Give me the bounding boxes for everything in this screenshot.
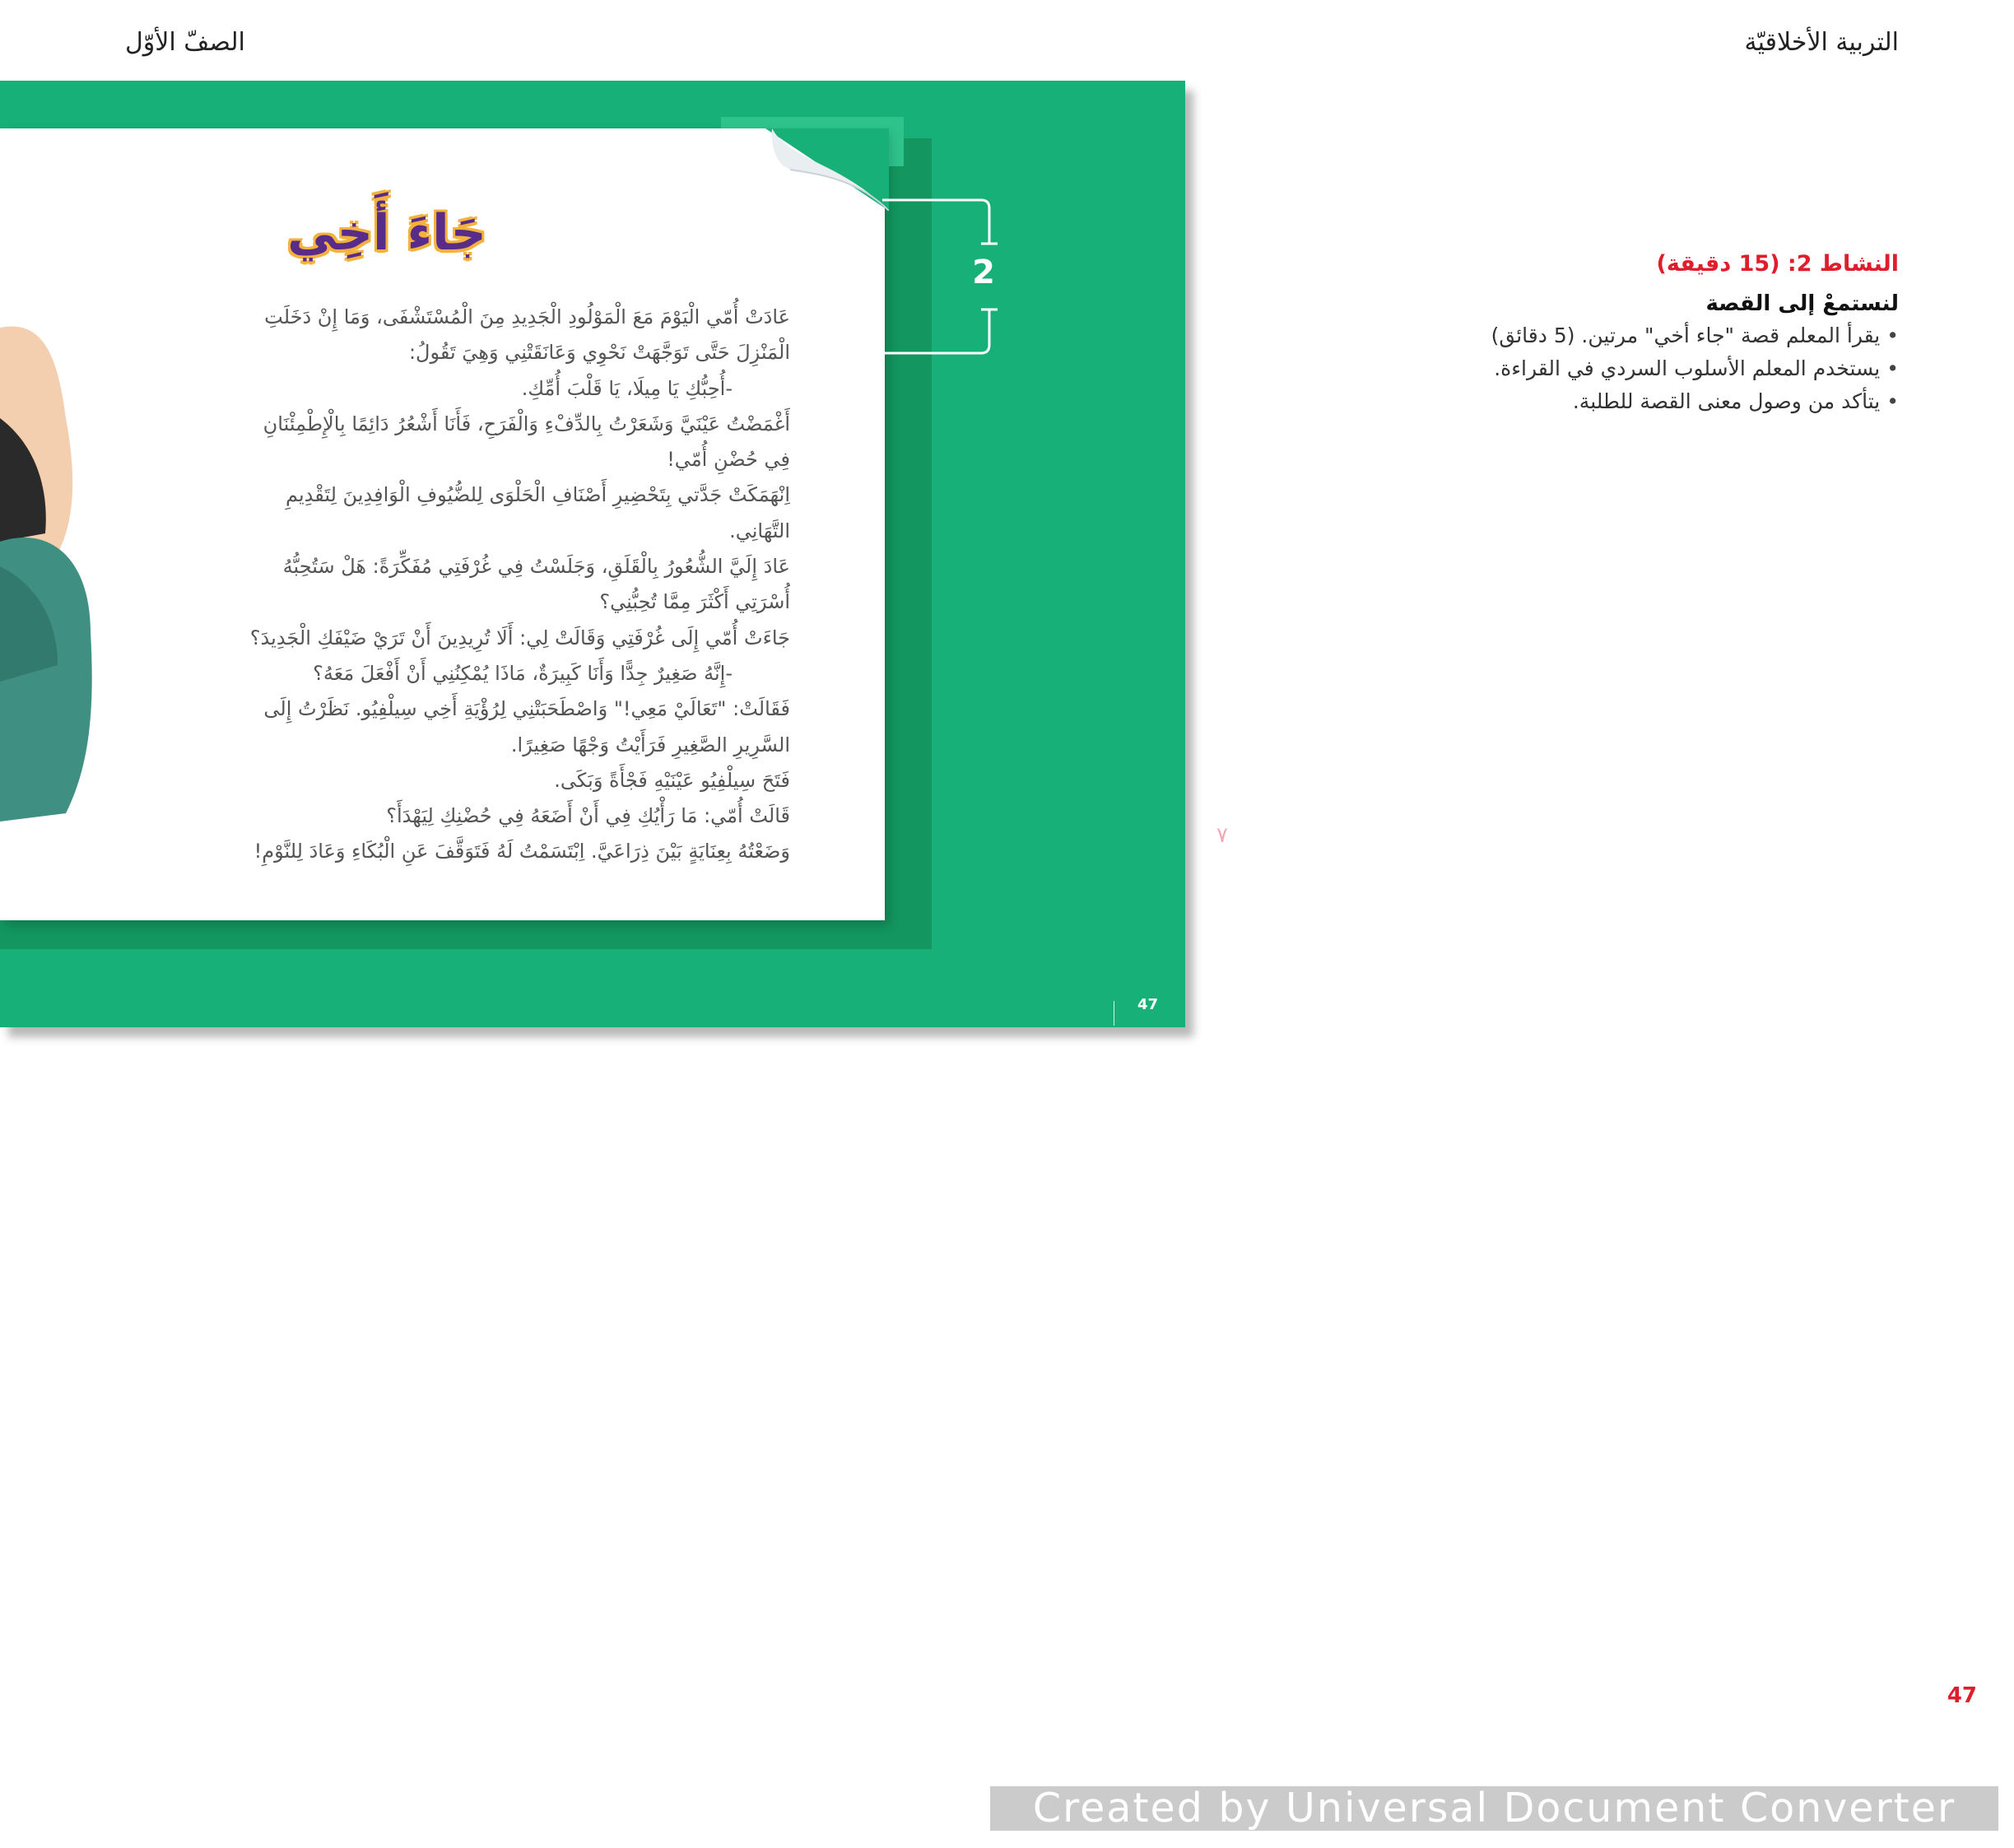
list-item (1372, 319, 1899, 352)
story-line: السَّرِيرِ الصَّغِيرِ فَرَأَيْتُ وَجْهًا صَغِيرًا. (510, 733, 790, 756)
activity-subheading: لنستمعْ إلى القصة (1705, 291, 1899, 316)
notes-list (1372, 319, 1899, 418)
story-line: أُسْرَتِي أَكْثَرَ مِمَّا تُحِبُّنِي؟ (599, 590, 790, 614)
story-text (99, 300, 790, 870)
thumbnail-page-number: 47 (1137, 996, 1159, 1013)
story-line: الْمَنْزِلَ حَتَّى تَوَجَّهَتْ نَحْوِي وَعَانَقَتْنِي وَهِيَ تَقُولُ: (408, 341, 790, 365)
story-line: عَادَتْ أُمّي الْيَوْمَ مَعَ الْمَوْلُودِ الْجَدِيدِ مِنَ الْمُسْتَشْفَى، وَمَا إِنْ دَخَلَتِ (264, 305, 790, 328)
list-item (1372, 352, 1899, 385)
header-grade: الصفّ الأوّل (125, 28, 245, 57)
header-subject: التربية الأخلاقيّة (1744, 28, 1899, 57)
story-line: أَغْمَضْتُ عَيْنَيَّ وَشَعَرْتُ بِالدِّفْءِ وَالْفَرَحِ، فَأَنَا أَشْعُرُ دَائِمًا بِالْإِطْمِئْنَانِ (263, 412, 790, 435)
story-line: فَتَحَ سِيلْفِيُو عَيْنَيْهِ فَجْأَةً وَبَكَى. (554, 768, 790, 792)
teacher-notes (1372, 251, 1899, 418)
story-line: التَّهَانِي. (729, 519, 790, 542)
bullet-icon: • (1886, 389, 1899, 413)
story-line: اِنْهَمَكَتْ جَدَّتي بِتَحْضِيرِ أَصْنَافِ الْحَلْوَى لِلضُّيُوفِ الْوَافِدِينَ لِتَقْدِيمِ (285, 483, 790, 507)
story-line: وَضَعْتُهُ بِعِنَايَةٍ بَيْنَ ذِرَاعَيَّ. اِبْتَسَمْتُ لَهُ فَتَوَقَّفَ عَنِ الْبُكَاءِ وَعَادَ لِلنَّوْمِ! (253, 840, 790, 863)
list-item-text: يستخدم المعلم الأسلوب السردي في القراءة. (1494, 356, 1881, 380)
list-item (1372, 385, 1899, 418)
bullet-icon: • (1886, 356, 1899, 380)
bullet-icon: • (1886, 324, 1899, 347)
list-item-text: يتأكد من وصول معنى القصة للطلبة. (1572, 389, 1881, 413)
story-line: قَالَتْ أُمّي: مَا رَأْيُكِ فِي أَنْ أَضَعَهُ فِي حُضْنِكِ لِيَهْدَأَ؟ (386, 804, 790, 828)
section-number: 2 (972, 254, 995, 291)
activity-heading: النشاط 2: (15 دقيقة) (1656, 251, 1899, 277)
side-mark: ٧ (1216, 823, 1228, 848)
story-line: -أُحِبُّكِ يَا مِيلَا، يَا قَلْبَ أُمِّكِ. (521, 376, 733, 400)
story-title: جَاءَ أَخِي (287, 204, 486, 262)
story-line: عَادَ إِلَيَّ الشُّعُورُ بِالْقَلَقِ، وَجَلَسْتُ فِي غُرْفَتِي مُفَكِّرَةً: هَلْ سَتُحِبُّهُ (282, 555, 790, 579)
student-book-thumbnail (0, 81, 1185, 1027)
story-line: جَاءَتْ أُمّي إِلَى غُرْفَتِي وَقَالَتْ لِي: أَلَا تُرِيدِينَ أَنْ تَرَيْ ضَيْفَكِ الْجَدِيدَ؟ (249, 626, 790, 649)
story-line: فَقَالَتْ: "تَعَالَيْ مَعِي!" وَاصْطَحَبَتْنِي لِرُؤْيَةِ أَخِي سِيلْفِيُو. نَظَرْتُ إِلَى (263, 697, 790, 721)
story-line: -إِنَّهُ صَغِيرٌ جِدًّا وَأَنَا كَبِيرَةٌ، مَاذَا يُمْكِنُنِي أَنْ أَفْعَلَ مَعَهُ؟ (313, 661, 733, 685)
story-line: فِي حُضْنِ أُمّي! (667, 448, 790, 472)
list-item-text: يقرأ المعلم قصة "جاء أخي" مرتين. (5 دقائق) (1491, 324, 1881, 347)
page-number: 47 (1947, 1683, 1977, 1708)
page-curl-icon (765, 128, 889, 211)
watermark: Created by Universal Document Converter (990, 1786, 1998, 1831)
